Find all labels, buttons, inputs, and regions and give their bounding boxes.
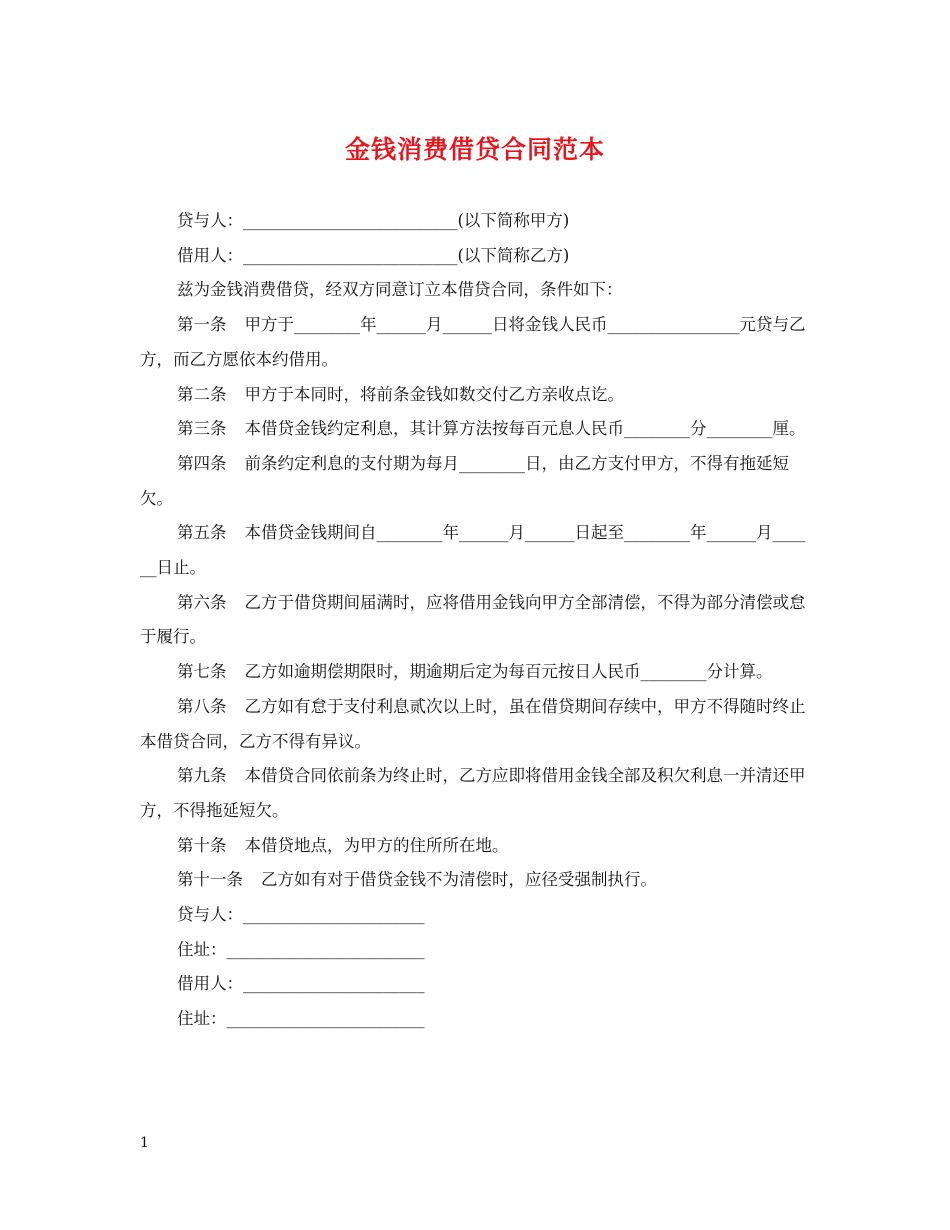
article-5-number: 第五条	[177, 523, 227, 543]
article-7-text: 乙方如逾期偿期限时，期逾期后定为每百元按日人民币________分计算。	[244, 662, 773, 682]
article-11-number: 第十一条	[177, 870, 243, 890]
article-4-text: 前条约定利息的支付期为每月________日，由乙方支付甲方，不得有拖延短欠。	[140, 453, 789, 508]
article-7	[140, 655, 812, 690]
signature-borrower: 借用人：______________________	[177, 974, 425, 994]
signature-borrower-address: 住址：________________________	[177, 1009, 425, 1029]
article-5	[140, 516, 812, 585]
article-2-number: 第二条	[177, 384, 227, 404]
article-10-number: 第十条	[177, 835, 227, 855]
borrower-line: 借用人：__________________________(以下简称乙方)	[177, 245, 570, 265]
document-title: 金钱消费借贷合同范本	[344, 135, 605, 164]
article-6	[140, 586, 812, 655]
article-9-text: 本借贷合同依前条为终止时，乙方应即将借用金钱全部及积欠利息一并清还甲方，不得拖延短欠。	[140, 766, 806, 820]
document-body	[140, 204, 812, 1037]
article-9-number: 第九条	[177, 766, 227, 786]
signature-lender-address: 住址：________________________	[177, 939, 425, 959]
lender-line: 贷与人：__________________________(以下简称甲方)	[177, 211, 570, 230]
article-3-number: 第三条	[177, 419, 227, 439]
intro-line: 兹为金钱消费借贷，经双方同意订立本借贷合同，条件如下：	[177, 280, 623, 300]
article-3-text: 本借贷金钱约定利息，其计算方法按每百元息人民币________分________厘。	[244, 419, 806, 439]
article-4-number: 第四条	[177, 453, 227, 473]
page-number: 1	[140, 1135, 149, 1151]
article-11-text: 乙方如有对于借贷金钱不为清偿时，应径受强制执行。	[261, 870, 657, 890]
article-2-text: 甲方于本同时，将前条金钱如数交付乙方亲收点讫。	[244, 384, 624, 404]
article-1-number: 第一条	[177, 315, 227, 335]
article-7-number: 第七条	[177, 662, 227, 682]
article-10	[140, 829, 812, 864]
article-9	[140, 759, 812, 828]
article-6-number: 第六条	[177, 592, 227, 612]
article-4	[140, 447, 812, 516]
article-11	[140, 863, 812, 898]
article-8-text: 乙方如有怠于支付利息贰次以上时，虽在借贷期间存续中，甲方不得随时终止本借贷合同，乙方不得有异议。	[140, 696, 806, 751]
article-5-text: 本借贷金钱期间自________年______月______日起至________年______月______日止。	[140, 523, 806, 578]
article-3	[140, 412, 812, 447]
article-8-number: 第八条	[177, 696, 227, 716]
article-6-text: 乙方于借贷期间届满时，应将借用金钱向甲方全部清偿，不得为部分清偿或怠于履行。	[140, 592, 806, 647]
article-8	[140, 690, 812, 759]
signature-lender: 贷与人：______________________	[177, 905, 425, 925]
article-10-text: 本借贷地点，为甲方的住所所在地。	[244, 835, 509, 855]
article-2	[140, 378, 812, 413]
article-1	[140, 308, 812, 377]
article-1-text: 甲方于________年______月______日将金钱人民币________________元贷与乙方，而乙方愿依本约借用。	[140, 315, 806, 369]
